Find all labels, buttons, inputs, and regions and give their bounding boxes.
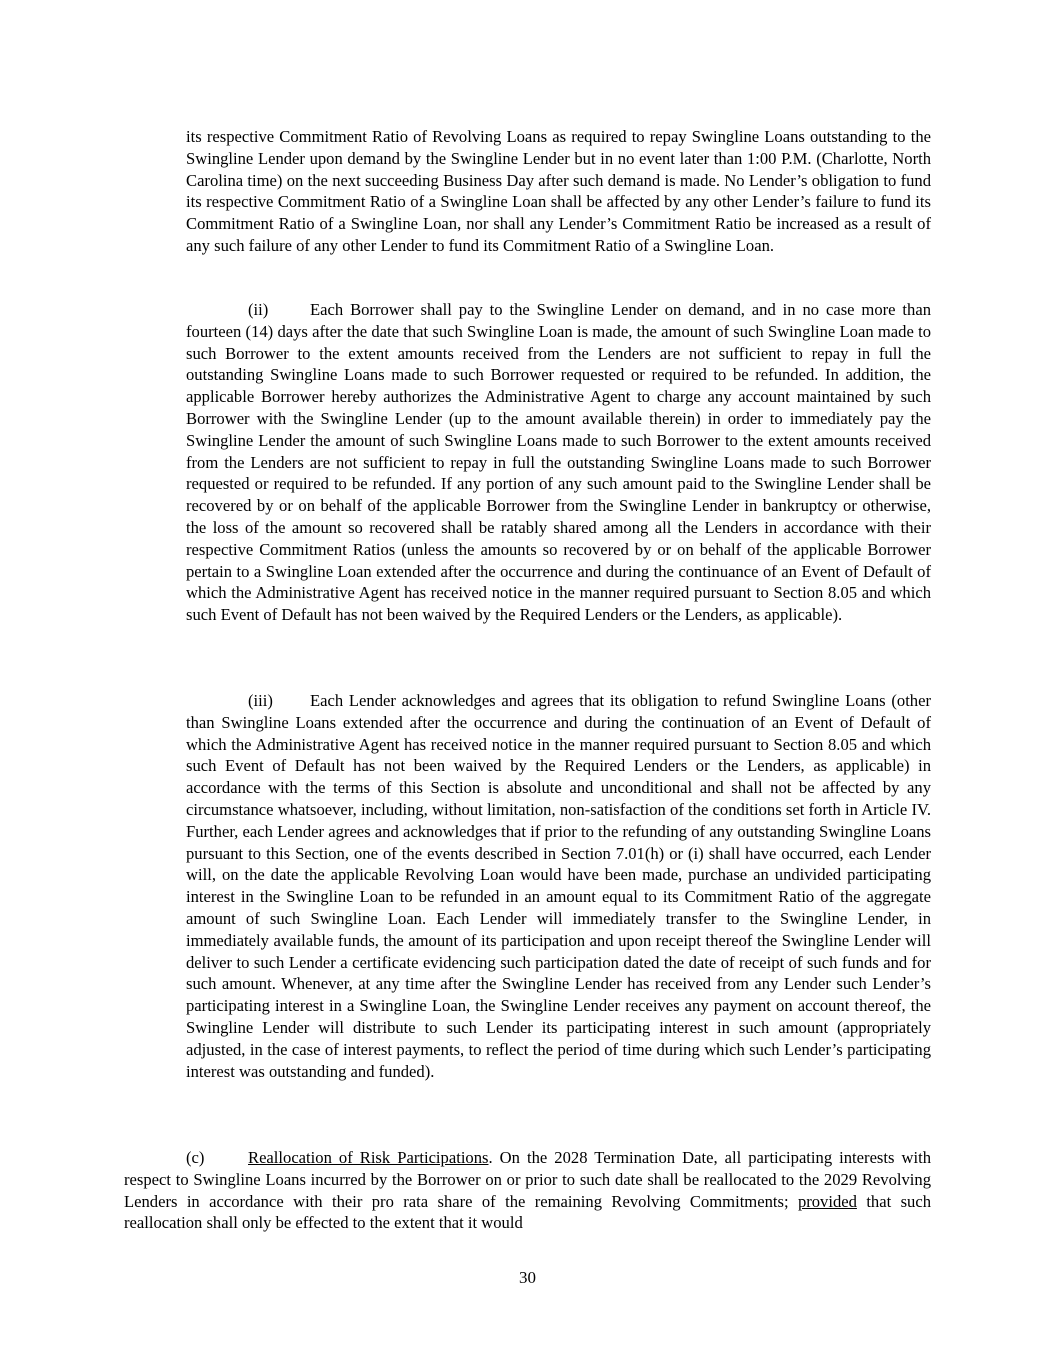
paragraph-iii: [186, 690, 931, 1082]
paragraph-continuation: [186, 126, 931, 257]
provided-term: provided: [797, 1191, 857, 1211]
clause-label: (iii): [248, 691, 273, 710]
clause-label: (c): [186, 1148, 205, 1167]
clause-label: (ii): [248, 300, 269, 319]
paragraph-text: Each Borrower shall pay to the Swingline Lender on demand, and in no case more than fourteen (14) days after the date that such Swingline Loan is made, the amount of such Swingline Loan made to such Borrower to the extent amounts received from the Lenders are not sufficient to repay in full the outstanding Swingline Loans made to such Borrower requested or required to be refunded. In addition, the applicable Borrower hereby authorizes the Administrative Agent to charge any account maintained by such Borrower with the Swingline Lender (up to the amount available therein) in order to immediately pay the Swingline Lender the amount of such Swingline Loans made to such Borrower to the extent amounts received from the Lenders are not sufficient to repay in full the outstanding Swingline Loans made to such Borrower requested or required to be refunded. If any portion of any such amount paid to the Swingline Lender shall be recovered by or on behalf of the applicable Borrower from the Swingline Lender in bankruptcy or otherwise, the loss of the amount so recovered shall be ratably shared among all the Lenders in accordance with their respective Commitment Ratios (unless the amounts so recovered by or on behalf of the applicable Borrower pertain to a Swingline Loan extended after the occurrence and during the continuance of an Event of Default of which the Administrative Agent has received notice in the manner required pursuant to Section 8.05 and which such Event of Default has not been waived by the Required Lenders or the Lenders, as applicable).: [186, 300, 931, 625]
paragraph-ii: [186, 299, 931, 626]
page-number: 30: [519, 1268, 536, 1287]
paragraph-text: Each Lender acknowledges and agrees that its obligation to refund Swingline Loans (other than Swingline Loans extended after the occurrence and during the continuation of an Event of Default of which the Administrative Agent has received notice in the manner required pursuant to Section 8.05 and which such Event of Default has not been waived by the Required Lenders or the Lenders, as applicable) in accordance with the terms of this Section is absolute and unconditional and shall not be affected by any circumstance whatsoever, including, without limitation, non-satisfaction of the conditions set forth in Article IV. Further, each Lender agrees and acknowledges that if prior to the refunding of any outstanding Swingline Loans pursuant to this Section, one of the events described in Section 7.01(h) or (i) shall have occurred, each Lender will, on the date the applicable Revolving Loan would have been made, purchase an undivided participating interest in the Swingline Loan to be refunded in an amount equal to its Commitment Ratio of the aggregate amount of such Swingline Loan. Each Lender will immediately transfer to the Swingline Lender, in immediately available funds, the amount of its participation and upon receipt thereof the Swingline Lender will deliver to such Lender a certificate evidencing such participation dated the date of receipt of such funds and for such amount. Whenever, at any time after the Swingline Lender has received from any Lender such Lender’s participating interest in a Swingline Loan, the Swingline Lender receives any payment on account thereof, the Swingline Lender will distribute to such Lender its participating interest in such amount (appropriately adjusted, in the case of interest payments, to reflect the period of time during which such Lender’s participating interest was outstanding and funded).: [186, 691, 931, 1081]
section-heading: Reallocation of Risk Participations: [248, 1148, 489, 1167]
paragraph-c: [124, 1147, 931, 1234]
paragraph-text-end: that such reallocation shall only be effected to the extent that it would: [124, 1191, 931, 1233]
paragraph-text: its respective Commitment Ratio of Revolving Loans as required to repay Swingline Loans outstanding to the Swingline Lender upon demand by the Swingline Lender but in no event later than 1:00 P.M. (Charlotte, North Carolina time) on the next succeeding Business Day after such demand is made. No Lender’s obligation to fund its respective Commitment Ratio of a Swingline Loan shall be affected by any other Lender’s failure to fund its Commitment Ratio of a Swingline Loan, nor shall any Lender’s Commitment Ratio be increased as a result of any such failure of any other Lender to fund its Commitment Ratio of a Swingline Loan.: [186, 127, 931, 255]
paragraph-text: . On the 2028 Termination Date, all participating interests with respect to Swingline Loans incurred by the Borrower on or prior to such date shall be reallocated to the 2029 Revolving Lenders in accordance with their pro rata share of the remaining Revolving Commitments;: [124, 1148, 931, 1211]
